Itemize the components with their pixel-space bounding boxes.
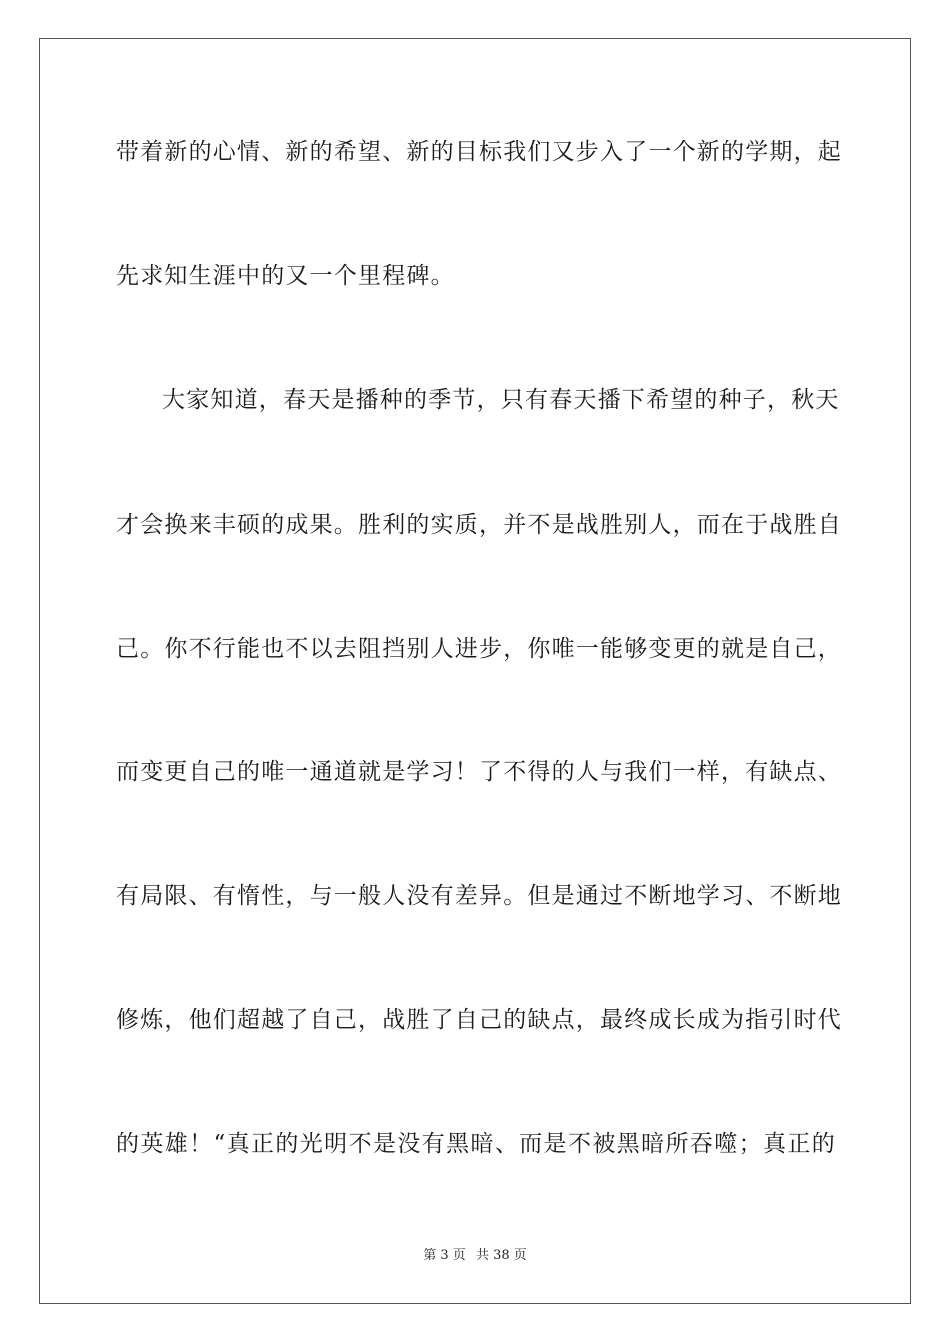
text-line: 的英雄！“真正的光明不是没有黑暗、而是不被黑暗所吞噬；真正的	[116, 1131, 836, 1157]
page-footer	[0, 1247, 950, 1265]
text-line: 己。你不行能也不以去阻挡别人进步，你唯一能够变更的就是自己，	[116, 636, 842, 662]
text-line: 有局限、有惰性，与一般人没有差异。但是通过不断地学习、不断地	[116, 883, 842, 909]
text-line: 而变更自己的唯一通道就是学习！了不得的人与我们一样，有缺点、	[116, 759, 842, 785]
text-line: 修炼，他们超越了自己，战胜了自己的缺点，最终成长成为指引时代	[116, 1007, 842, 1033]
page-border	[39, 38, 911, 1304]
text-line: 才会换来丰硕的成果。胜利的实质，并不是战胜别人，而在于战胜自	[116, 512, 842, 538]
text-line: 大家知道，春天是播种的季节，只有春天播下希望的种子，秋天	[162, 387, 840, 413]
text-line: 先求知生涯中的又一个里程碑。	[116, 263, 455, 289]
page-total: 共 38 页	[475, 1248, 527, 1263]
text-line: 带着新的心情、新的希望、新的目标我们又步入了一个新的学期，起	[116, 139, 842, 165]
page-number: 第 3 页	[423, 1248, 466, 1263]
